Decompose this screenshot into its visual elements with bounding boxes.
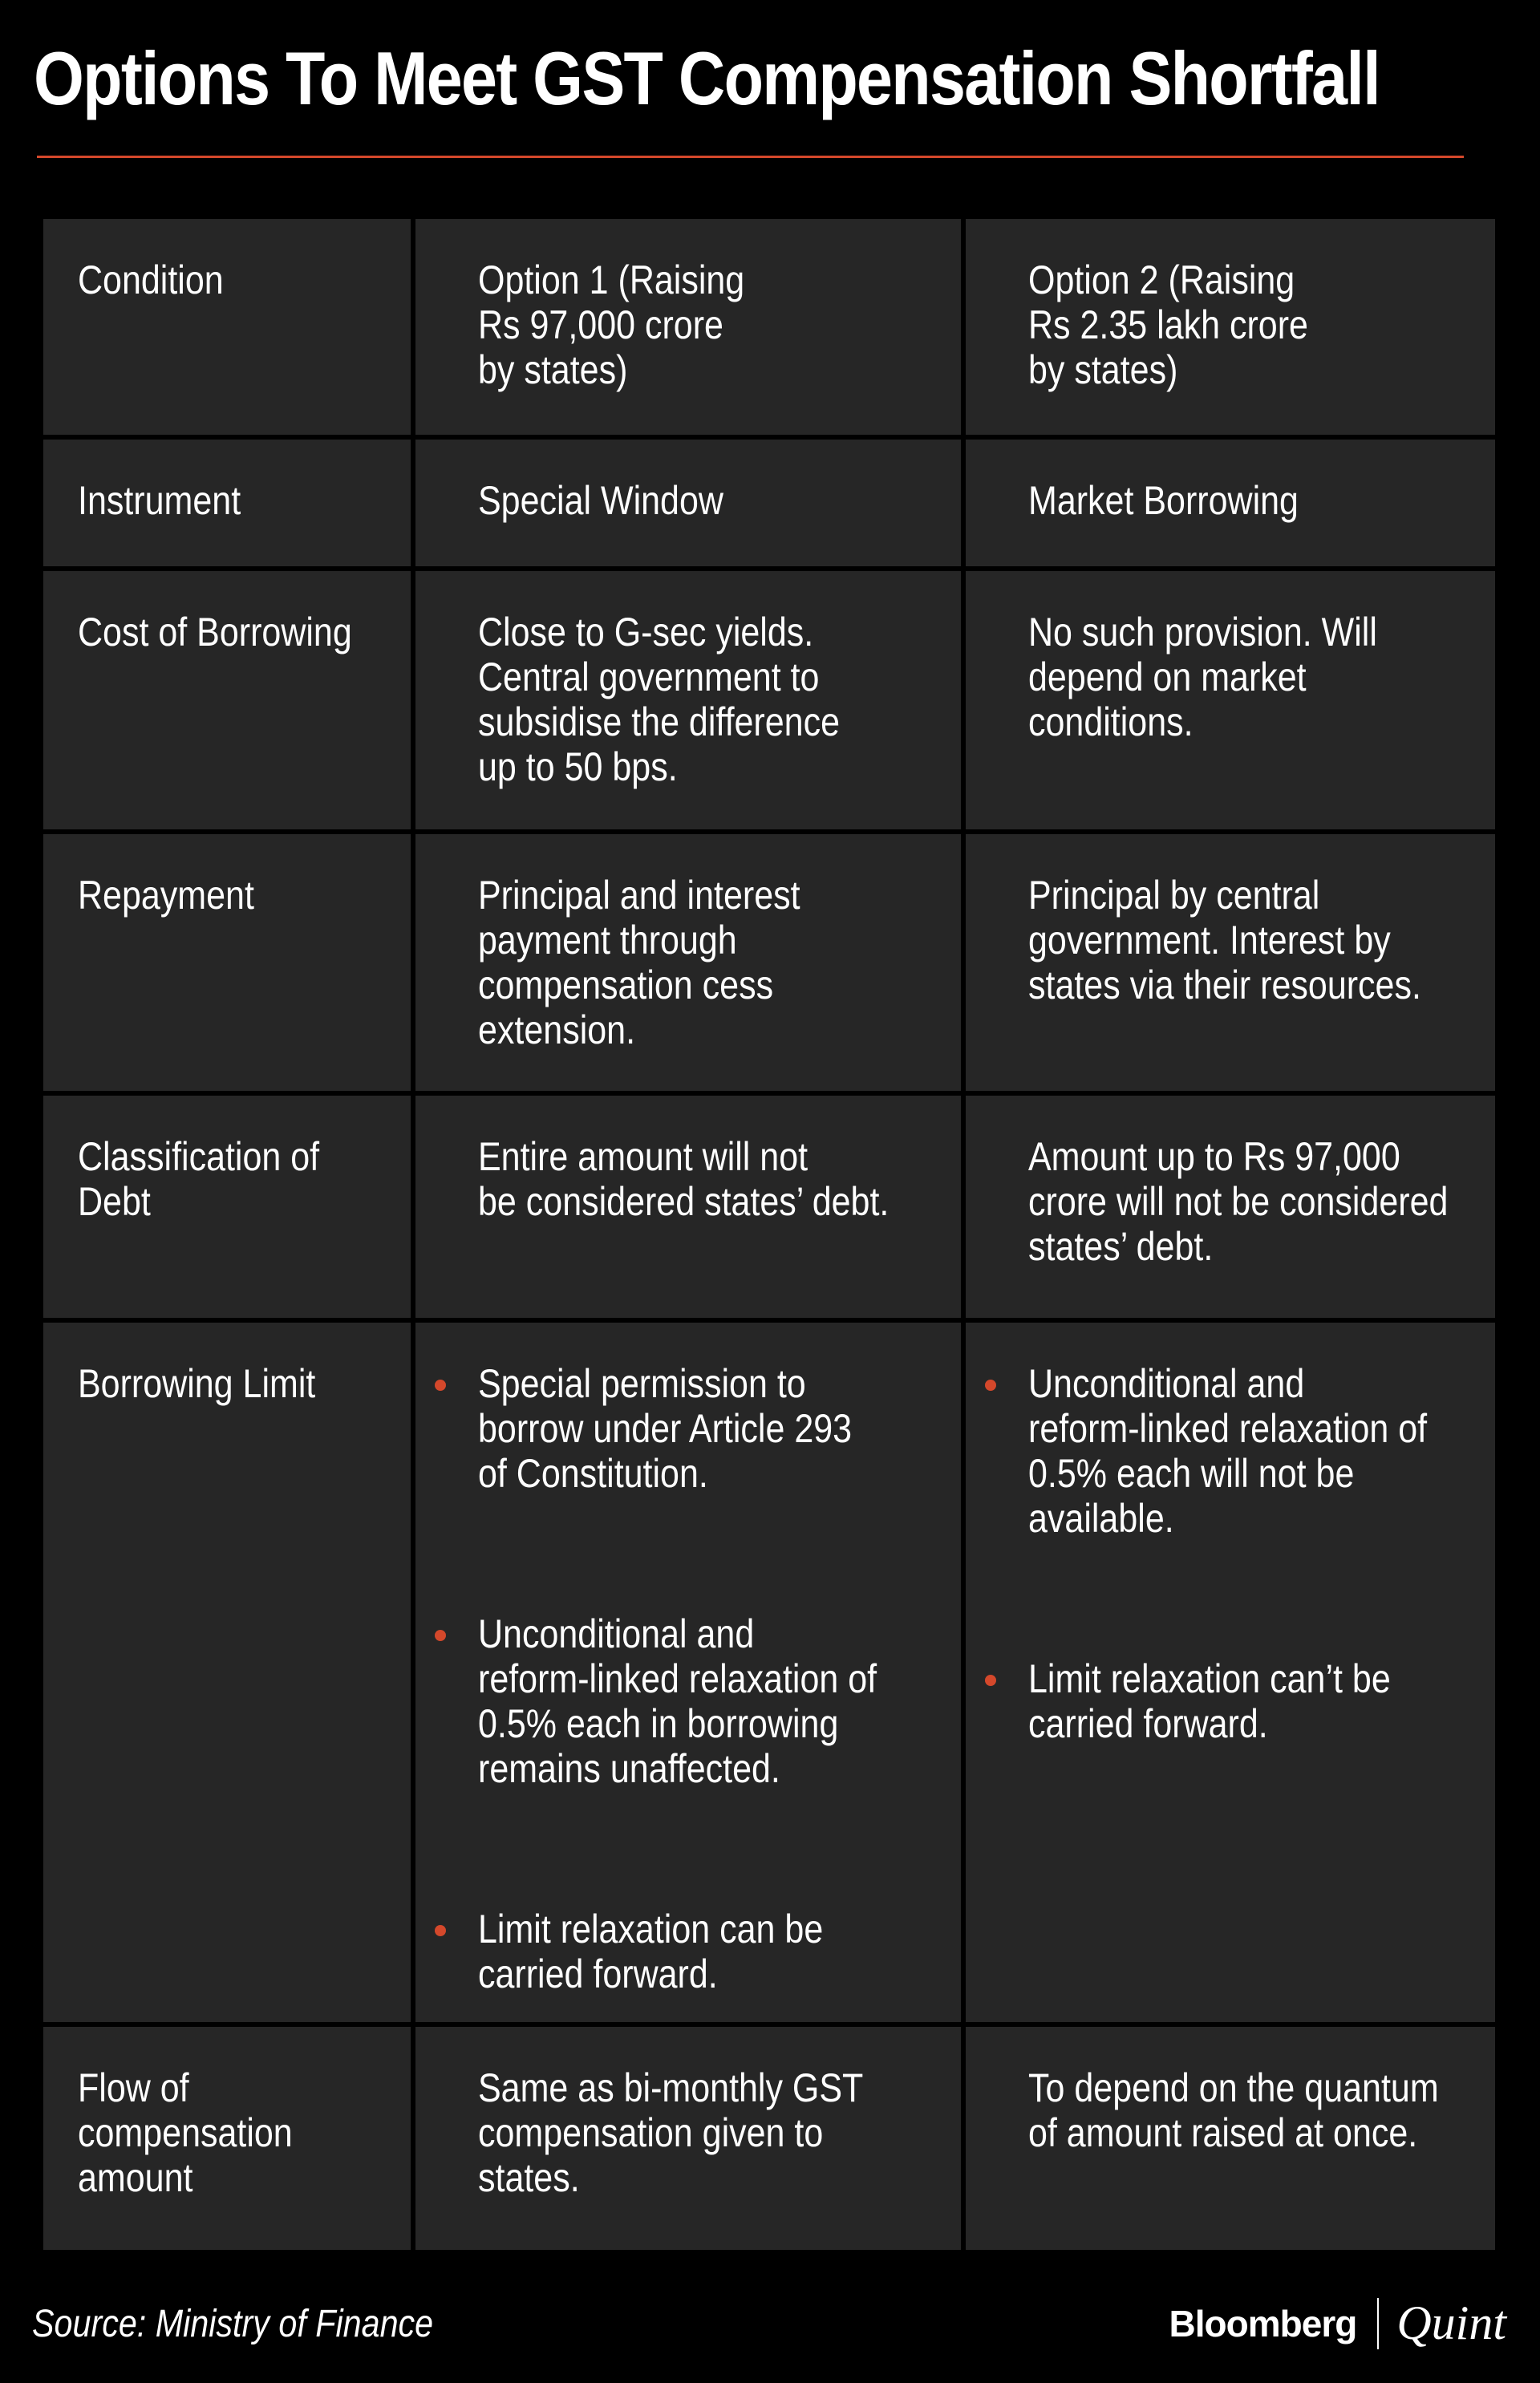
row-label-cost-of-borrowing: Cost of Borrowing: [43, 571, 411, 829]
list-item: Special permission to borrow under Article 293 of Constitution.: [478, 1361, 953, 1496]
table-cell: Entire amount will not be considered states’ debt.: [415, 1096, 961, 1318]
list-item: Limit relaxation can’t be carried forward.: [1028, 1656, 1487, 1746]
table-cell: [415, 1323, 961, 2022]
row-label-classification-of-debt: Classification of Debt: [43, 1096, 411, 1318]
row-label-condition: Condition: [43, 219, 411, 435]
row-label-flow-of-compensation-amount: Flow of compensation amount: [43, 2027, 411, 2250]
list-item: Limit relaxation can be carried forward.: [478, 1907, 953, 1996]
comparison-table: [43, 219, 1495, 2250]
table-cell: [966, 1323, 1495, 2022]
bullet-list: [478, 1361, 953, 1996]
logo-divider: [1377, 2298, 1379, 2349]
row-label-instrument: Instrument: [43, 440, 411, 566]
table-cell: To depend on the quantum of amount raised at once.: [966, 2027, 1495, 2250]
table-cell: No such provision. Will depend on market conditions.: [966, 571, 1495, 829]
title-divider: [37, 156, 1464, 158]
row-label-repayment: Repayment: [43, 834, 411, 1091]
logo-text-quint: Quint: [1396, 2296, 1506, 2349]
table-cell: Market Borrowing: [966, 440, 1495, 566]
column-header-option-1: Option 1 (Raising Rs 97,000 crore by states): [415, 219, 961, 435]
bullet-icon: [435, 1630, 446, 1641]
table-cell: Principal and interest payment through compensation cess extension.: [415, 834, 961, 1091]
bullet-icon: [435, 1380, 446, 1391]
table-cell: Special Window: [415, 440, 961, 566]
table-cell: Close to G-sec yields. Central government to subsidise the difference up to 50 bps.: [415, 571, 961, 829]
source-note: Source: Ministry of Finance: [32, 2303, 434, 2345]
bloombergquint-logo: [1169, 2296, 1506, 2351]
logo-text-bloomberg: Bloomberg: [1169, 2302, 1357, 2344]
table-cell: Same as bi-monthly GST compensation given to states.: [415, 2027, 961, 2250]
page-title: Options To Meet GST Compensation Shortfall: [34, 36, 1380, 120]
table-cell: Amount up to Rs 97,000 crore will not be considered states’ debt.: [966, 1096, 1495, 1318]
list-item: Unconditional and reform-linked relaxation of 0.5% each in borrowing remains unaffected.: [478, 1611, 953, 1791]
bullet-icon: [985, 1380, 996, 1391]
bullet-icon: [985, 1675, 996, 1686]
row-label-borrowing-limit: Borrowing Limit: [43, 1323, 411, 2022]
table-cell: Principal by central government. Interest by states via their resources.: [966, 834, 1495, 1091]
bullet-icon: [435, 1925, 446, 1936]
column-header-option-2: Option 2 (Raising Rs 2.35 lakh crore by states): [966, 219, 1495, 435]
bullet-list: [1028, 1361, 1487, 1746]
list-item: Unconditional and reform-linked relaxation of 0.5% each will not be available.: [1028, 1361, 1487, 1541]
